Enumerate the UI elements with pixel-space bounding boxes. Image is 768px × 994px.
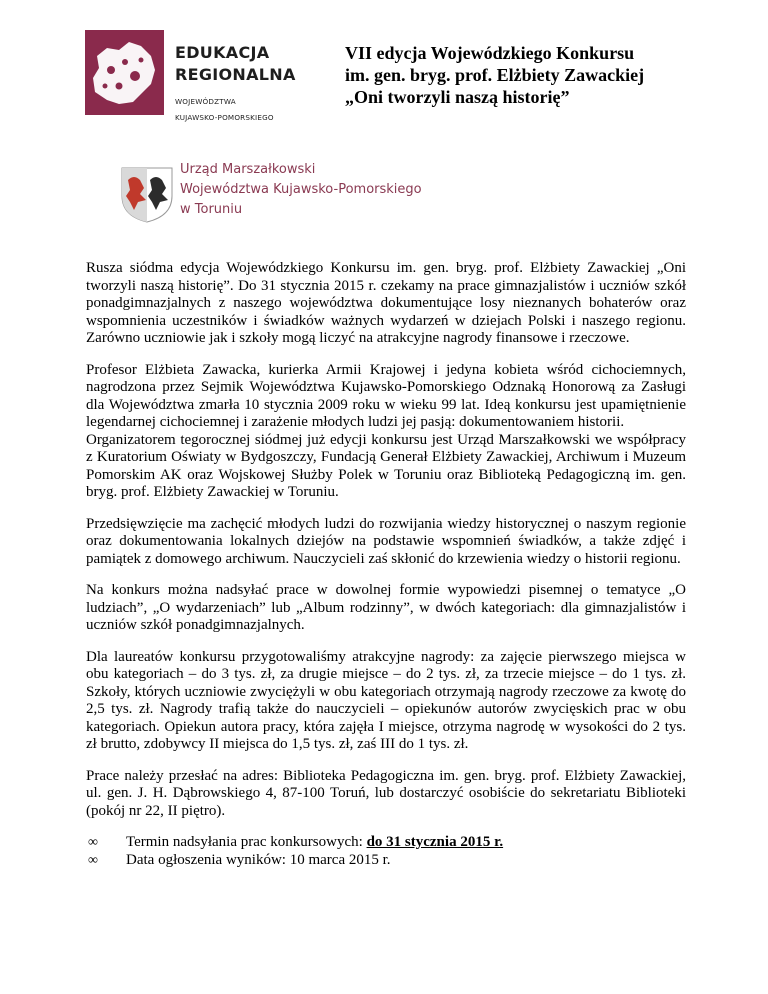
list-item-deadline — [86, 834, 686, 852]
paragraph-format: Na konkurs można nadsyłać prace w dowolnej formie wypowiedzi pisemnej o tematyce „O ludziach”, „O wydarzeniach” lub „Album rodzinny”, w dwóch kategoriach: dla gimnazjalistów i uczniów szkół ponadgimnazjalnych. — [86, 582, 686, 633]
results-date: Data ogłoszenia wyników: 10 marca 2015 r. — [126, 851, 391, 868]
list-item-results — [86, 852, 686, 870]
paragraph-organizers: Organizatorem tegorocznej siódmej już edycji konkursu jest Urząd Marszałkowski we współpracy z Kuratorium Oświaty w Bydgoszczy, Fundacją Generał Elżbiety Zawackiej, Archiwum i Muzeum Pomorskim AK oraz Wojskowej Służby Polek w Toruniu oraz Biblioteką Pedagogiczną im. gen. bryg. prof. Elżbiety Zawackiej w Toruniu. — [86, 431, 686, 500]
paragraph-goals: Przedsięwzięcie ma zachęcić młodych ludzi do rozwijania wiedzy historycznej o naszym regionie oraz dokumentowania lokalnych dziejów na podstawie wspomnień świadków, a także zdjęć i pamiątek z domowego archiwum. Nauczycieli zaś skłonić do krzewienia wiedzy o historii regionu. — [86, 515, 686, 567]
edukacja-regionalna-logo — [85, 30, 295, 130]
logo-title-line2: REGIONALNA — [175, 65, 296, 84]
infinity-bullet-icon: ∞ — [88, 835, 98, 850]
crest-icon — [120, 166, 174, 224]
paragraph-address: Prace należy przesłać na adres: Biblioteka Pedagogiczna im. gen. bryg. prof. Elżbiety Zawackiej, ul. gen. J. H. Dąbrowskiego 4, 87-100 Toruń, lub dostarczyć osobiście do sekretariatu Biblioteki (pokój nr 22, II piętro). — [86, 767, 686, 819]
office-name — [180, 160, 422, 220]
office-name-line2: Województwa Kujawsko-Pomorskiego — [180, 182, 422, 197]
contest-title — [345, 42, 665, 108]
deadline-value: do 31 stycznia 2015 r. — [366, 834, 504, 850]
dates-list — [86, 834, 686, 869]
office-name-line1: Urząd Marszałkowski — [180, 162, 316, 177]
contest-title-line1: VII edycja Wojewódzkiego Konkursu — [345, 43, 635, 63]
logo-title — [175, 42, 296, 86]
logo-subtitle — [175, 94, 274, 126]
logo-map-icon — [85, 30, 164, 115]
office-name-line3: w Toruniu — [180, 202, 243, 217]
deadline-label: Termin nadsyłania prac konkursowych: — [126, 834, 367, 850]
paragraph-patron: Profesor Elżbieta Zawacka, kurierka Armii Krajowej i jedyna kobieta wśród cichociemnych, nagrodzona przez Sejmik Województwa Kujawsko-Pomorskiego Odznaką Honorową za Zasługi dla Województwa zmarła 10 stycznia 2009 roku w wieku 99 lat. Ideą konkursu jest upamiętnienie legendarnej cichociemnej i zarażenie młodych ludzi jej pasją: dokumentowaniem historii. — [86, 361, 686, 430]
logo-subtitle-line1: WOJEWÓDZTWA — [175, 97, 236, 106]
logo-title-line1: EDUKACJA — [175, 43, 270, 62]
paragraph-prizes: Dla laureatów konkursu przygotowaliśmy atrakcyjne nagrody: za zajęcie pierwszego miejsca w obu kategoriach – do 3 tys. zł, za drugie miejsce – do 2 tys. zł, za trzecie miejsce – do 1 tys. zł. Szkoły, których uczniowie zwyciężyli w obu kategoriach otrzymają nagrody rzeczowe za kwotę do 2,5 tys. zł. Nagrody trafią także do nauczycieli – opiekunów autorów zwycięskich prac w obu kategoriach. Opiekun autora pracy, która zajęła I miejsce, otrzyma nagrodę w wysokości do 2 tys. zł brutto, zdobywcy II miejsca do 1,5 tys. zł, zaś III do 1 tys. zł. — [86, 648, 686, 752]
article-body — [86, 260, 686, 869]
logo-subtitle-line2: KUJAWSKO-POMORSKIEGO — [175, 113, 274, 122]
paragraph-intro: Rusza siódma edycja Wojewódzkiego Konkursu im. gen. bryg. prof. Elżbiety Zawackiej „Oni tworzyli naszą historię”. Do 31 stycznia 2015 r. czekamy na prace gimnazjalistów i uczniów szkół ponadgimnazjalnych z naszego województwa dokumentujące losy nieznanych bohaterów oraz wspomnienia uczestników i świadków ważnych wydarzeń w dziejach Polski i naszego regionu. Zarówno uczniowie jak i szkoły mogą liczyć na atrakcyjne nagrody finansowe i rzeczowe. — [86, 260, 686, 346]
infinity-bullet-icon: ∞ — [88, 852, 98, 868]
contest-title-line3: „Oni tworzyli naszą historię” — [345, 87, 570, 107]
contest-title-line2: im. gen. bryg. prof. Elżbiety Zawackiej — [345, 65, 645, 85]
